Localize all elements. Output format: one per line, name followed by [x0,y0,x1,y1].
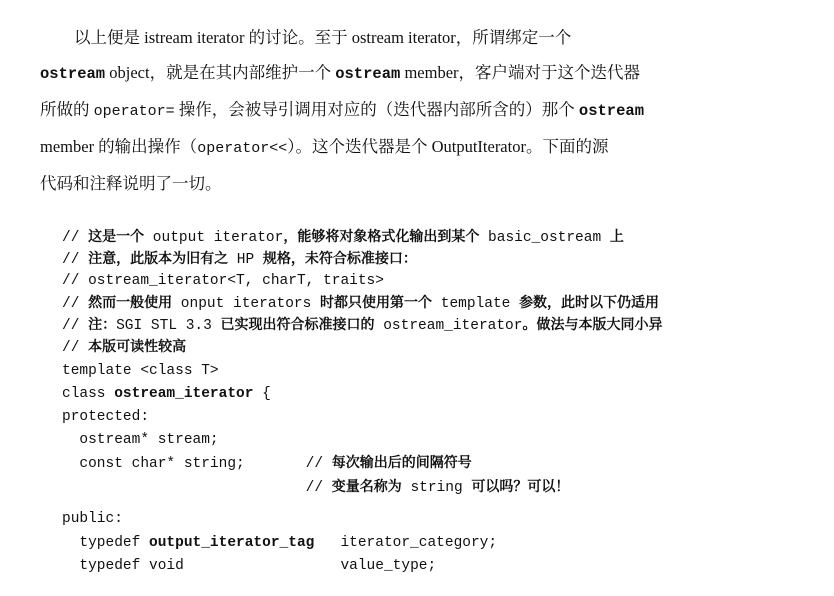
comment-text: 参数，此时以下仍适用 [519,295,660,311]
code-text: output iterator [144,230,284,246]
code-term: operator<< [197,140,288,157]
comment-text: 规格，未符合标准接口： [262,251,417,267]
comment-text: 已实现出符合标准接口的 [220,317,375,333]
code-line-2 [62,248,417,270]
code-line-7 [62,360,219,382]
code-line-15 [62,555,436,577]
code-text: { [253,386,271,402]
code-text: // [62,230,89,246]
code-line-1 [62,226,624,248]
code-text: typedef void [62,558,184,574]
code-text: value_type; [183,558,437,574]
code-line-4 [62,292,659,314]
code-text: protected: [62,409,150,425]
comment-text: 这是一个 [88,229,145,245]
type-name: output_iterator_tag [149,535,315,551]
comment-text: 然而一般使用 [88,295,173,311]
code-line-14 [62,532,497,554]
code-text: template <class T> [62,363,219,379]
para-text: 操作，会被导引调用对应的（迭代器内部所含的）那个 [174,100,579,119]
para-line-2 [40,55,802,92]
comment-text: 注意，此版本为旧有之 [88,251,229,267]
code-line-5 [62,314,662,336]
code-text: // [62,296,89,312]
para-text: 所做的 [40,100,94,119]
comment-text: 本版可读性较高 [88,339,187,355]
comment-text: 每次输出后的间隔符号 [331,455,472,471]
class-name: ostream_iterator [114,386,254,402]
para-text: object，就是在其内部维护一个 [105,63,336,82]
para-text: member，客户端对于这个迭代器 [400,63,641,82]
comment-text: 。做法与本版大同小异 [522,317,663,333]
para-text: 代码和注释说明了一切。 [40,174,222,193]
comment-text: 上 [609,229,624,245]
code-text: // ostream_iterator<T, charT, traits> [62,273,384,289]
code-text: // [62,252,89,268]
code-text: // [62,318,89,334]
code-text: typedef [62,535,150,551]
comment-text: 注： [88,317,117,333]
para-text: member 的输出操作（ [40,137,198,156]
para-text: ）。这个迭代器是个 OutputIterator。下面的源 [287,137,609,156]
code-text: const char* string; // [62,456,332,472]
code-text: SGI STL 3.3 [116,318,221,334]
code-term: ostream [40,65,106,83]
code-line-12 [62,476,569,498]
para-line-5 [40,166,802,201]
para-text: 以上便是 istream iterator 的讨论。至于 ostream iterator，所谓绑定一个 [74,28,572,47]
code-term: ostream [578,102,645,120]
code-term: ostream [335,65,401,83]
code-text: class [62,386,115,402]
para-line-1 [40,20,802,55]
code-term: operator= [93,103,175,120]
intro-paragraph [40,20,802,201]
code-line-11 [62,452,472,474]
code-line-3 [62,270,384,292]
code-line-10 [62,429,219,451]
code-line-13 [62,508,123,530]
para-line-3 [40,92,802,129]
para-line-4 [40,129,802,166]
comment-text: ，能够将对象格式化输出到某个 [283,229,480,245]
code-line-6 [62,336,186,358]
code-text: ostream* stream; [62,432,219,448]
code-line-9 [62,406,149,428]
code-line-8 [62,383,271,405]
comment-text: 变量名称为 [331,479,402,495]
code-text: string [401,480,472,496]
code-text: HP [228,252,263,268]
code-text: iterator_category; [314,535,498,551]
code-text: // [62,340,89,356]
comment-text: 可以吗？可以！ [471,479,570,495]
comment-text: 时都只使用第一个 [320,295,433,311]
code-text: template [432,296,520,312]
code-text: onput iterators [172,296,321,312]
code-text: public: [62,511,123,527]
code-text: // [62,480,332,496]
code-text: ostream_iterator [374,318,523,334]
code-text: basic_ostream [479,230,610,246]
